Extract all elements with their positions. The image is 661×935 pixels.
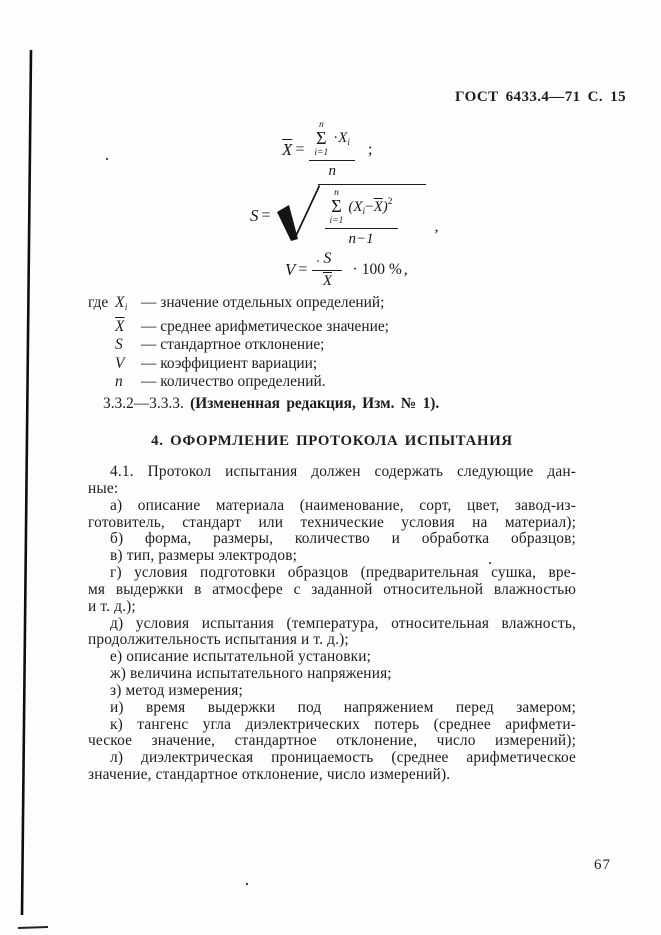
denominator: n (328, 162, 336, 179)
body-text-line: готовитель, стандарт или технические условия на материал); (88, 513, 576, 531)
amendment-line (88, 394, 576, 413)
where-line (88, 336, 576, 355)
body-text-line: значение, стандартное отклонение, число измерений). (88, 766, 451, 784)
body-text-line: 4.1. Протокол испытания должен содержать следующие дан- (110, 462, 576, 480)
page-number: 67 (594, 857, 611, 873)
numerator: S (312, 250, 342, 271)
body-text-line: ж) величина испытательного напряжения; (110, 665, 392, 683)
punctuation: , (434, 217, 439, 235)
dot-operator: · (333, 129, 339, 146)
formula-stddev (250, 184, 439, 248)
radical-icon (276, 184, 320, 242)
formula-variation (285, 250, 408, 290)
summand (348, 197, 392, 217)
sigma-icon: Σ (331, 196, 342, 217)
where-description: — среднее арифметическое значение; (141, 317, 389, 335)
section-heading: 4. ОФОРМЛЕНИЕ ПРОТОКОЛА ИСПЫТАНИЯ (151, 432, 513, 449)
body-text-line: а) описание материала (наименование, сорт, цвет, завод-из- (110, 496, 576, 514)
subscript-i: i (362, 206, 366, 217)
where-symbol: $\overline{X}$ (115, 317, 125, 335)
amendment-clauses: 3.3.2—3.3.3. (103, 394, 184, 412)
where-intro (88, 373, 115, 392)
where-symbol: V (115, 354, 125, 372)
minus-sign: − (365, 198, 374, 215)
where-line (88, 373, 576, 392)
body-text-line: д) условия испытания (температура, относительная влажность, (110, 614, 576, 632)
where-symbol: S (115, 336, 123, 354)
where-intro (88, 336, 115, 355)
body-text-line: б) форма, размеры, количество и обработка образцов; (110, 530, 576, 548)
open-paren-x: (X (348, 198, 363, 215)
variable-x: X (338, 129, 348, 146)
where-intro (88, 355, 115, 374)
where-symbol: $X_i$ (115, 294, 128, 313)
variation-symbol: V (285, 260, 296, 279)
sum-operator (330, 188, 344, 226)
punctuation: , (403, 261, 408, 278)
where-intro (88, 318, 115, 337)
body-text-line: и т. д.); (88, 597, 136, 615)
fraction (318, 184, 426, 248)
square-root (276, 184, 426, 248)
sum-lower-limit: i=1 (329, 215, 344, 226)
where-line (88, 355, 576, 374)
sigma-icon: Σ (316, 128, 327, 149)
body-text-line: л) диэлектрическая проницаемость (среднее арифметическое (110, 749, 576, 767)
equals-sign: = (295, 140, 305, 158)
where-symbol: n (115, 373, 123, 391)
sum-operator (314, 120, 328, 158)
where-line (88, 294, 576, 318)
stddev-symbol: S (250, 205, 259, 225)
mean-symbol: $\overline{X}$ (373, 198, 383, 215)
mean-symbol: $\overline{X}$ (282, 139, 293, 159)
percent-value: 100 % (361, 261, 402, 278)
sum-lower-limit: i=1 (314, 147, 329, 158)
punctuation: ; (368, 140, 373, 158)
close-paren: ) (382, 198, 388, 215)
equals-sign: = (298, 261, 308, 278)
exponent: 2 (387, 196, 393, 207)
body-text-line: в) тип, размеры электродов; (110, 547, 298, 565)
body-text-line: мя выдержки в атмосфере с заданной относительной влажностью (88, 580, 576, 598)
fraction (312, 250, 342, 290)
body-text-line: ческое значение, стандартное отклонение, число измерений); (88, 732, 576, 750)
body-text-line: ные: (88, 479, 119, 497)
body-text-line: к) тангенс угла диэлектрических потерь (среднее арифмети- (110, 715, 576, 733)
body-text-line: и) время выдержки под напряжением перед замером; (110, 698, 576, 716)
body-text-line: е) описание испытательной установки; (110, 648, 372, 666)
where-intro: где (88, 294, 109, 311)
denominator: n−1 (348, 230, 374, 247)
where-description: — стандартное отклонение; (141, 336, 325, 354)
formula-mean (282, 120, 373, 180)
equals-sign: = (261, 206, 271, 224)
body-text (88, 464, 576, 784)
body-text-line: г) условия подготовки образцов (предварительная сушка, вре- (110, 564, 576, 582)
fraction (309, 120, 355, 180)
where-description: — коэффициент вариации; (141, 354, 318, 372)
subscript-i: i (347, 137, 351, 148)
summand (333, 130, 350, 148)
page-header: ГОСТ 6433.4—71 С. 15 (455, 89, 626, 105)
denominator: X (322, 273, 332, 289)
where-description: — количество определений. (141, 373, 326, 391)
sum-upper-limit: n (318, 120, 324, 130)
dot-operator: · (352, 261, 358, 278)
text-column (88, 294, 576, 784)
where-line (88, 318, 576, 337)
where-description: — значение отдельных определений; (141, 294, 385, 311)
sum-upper-limit: n (334, 188, 339, 198)
body-text-line: з) метод измерения; (110, 681, 243, 699)
amendment-note: (Измененная редакция, Изм. № 1). (190, 394, 440, 412)
where-list (88, 294, 576, 392)
body-text-line: продолжительность испытания и т. д.); (88, 631, 349, 649)
